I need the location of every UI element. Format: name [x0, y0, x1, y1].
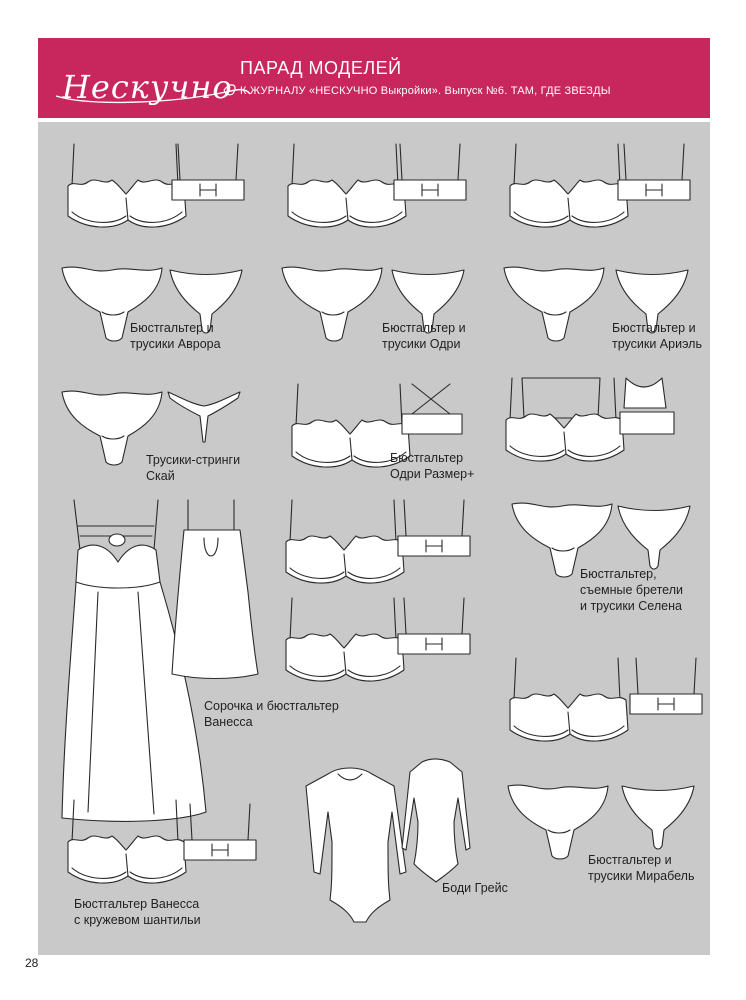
caption-vanessa: Сорочка и бюстгальтер Ванесса	[204, 699, 339, 729]
bra-odri-back	[394, 144, 466, 200]
bra-ariel-front	[510, 144, 628, 227]
bra-vanessa-front	[286, 500, 404, 583]
garment-sketches	[38, 122, 710, 955]
bodysuit-grace-front	[306, 768, 406, 922]
models-panel	[38, 122, 710, 955]
bra-mirabel-back	[630, 658, 702, 714]
bra-vanessa-strappy-back	[398, 598, 470, 654]
bra-avrora-front	[68, 144, 186, 227]
caption-mirabel: Бюстгальтер и трусики Мирабель	[588, 853, 695, 883]
panty-ariel-front	[504, 267, 604, 341]
caption-ariel: Бюстгальтер и трусики Ариэль	[612, 321, 702, 351]
bodysuit-grace-back	[402, 759, 470, 882]
page-number: 28	[25, 956, 39, 970]
caption-vanessa-lace: Бюстгальтер Ванесса с кружевом шантильи	[74, 897, 201, 927]
bra-ariel-back	[618, 144, 690, 200]
bra-selena-front	[506, 378, 624, 461]
bra-vanessa-back	[398, 500, 470, 556]
panty-selena-back	[618, 506, 690, 569]
header-banner	[38, 38, 710, 118]
panty-mirabel-front	[508, 785, 608, 859]
bra-selena-back	[620, 378, 674, 434]
bra-odri-front	[288, 144, 406, 227]
bra-odri-plus-back	[402, 384, 462, 434]
brand-logo	[48, 48, 258, 108]
caption-avrora: Бюстгальтер и трусики Аврора	[130, 321, 221, 351]
nightgown-vanessa-back	[172, 500, 258, 679]
caption-skai: Трусики-стринги Скай	[146, 453, 241, 483]
thong-skai-back	[168, 392, 240, 442]
caption-odri: Бюстгальтер и трусики Одри	[382, 321, 466, 351]
page-title: ПАРАД МОДЕЛЕЙ	[240, 58, 402, 78]
caption-grace: Боди Грейс	[442, 881, 508, 895]
caption-odri-plus: Бюстгальтер Одри Размер+	[390, 451, 475, 481]
bra-mirabel-front	[510, 658, 628, 741]
bra-vanessa-strappy-front	[286, 598, 404, 681]
panty-mirabel-back	[622, 786, 694, 849]
caption-selena: Бюстгальтер, съемные бретели и трусики Селена	[580, 567, 683, 613]
page-subtitle: К ЖУРНАЛУ «НЕСКУЧНО Выкройки». Выпуск №6. ТАМ, ГДЕ ЗВЕЗДЫ	[240, 85, 611, 97]
brand-wordmark: Нескучно	[62, 68, 233, 106]
panty-odri-front	[282, 267, 382, 341]
bra-avrora-back	[172, 144, 244, 200]
